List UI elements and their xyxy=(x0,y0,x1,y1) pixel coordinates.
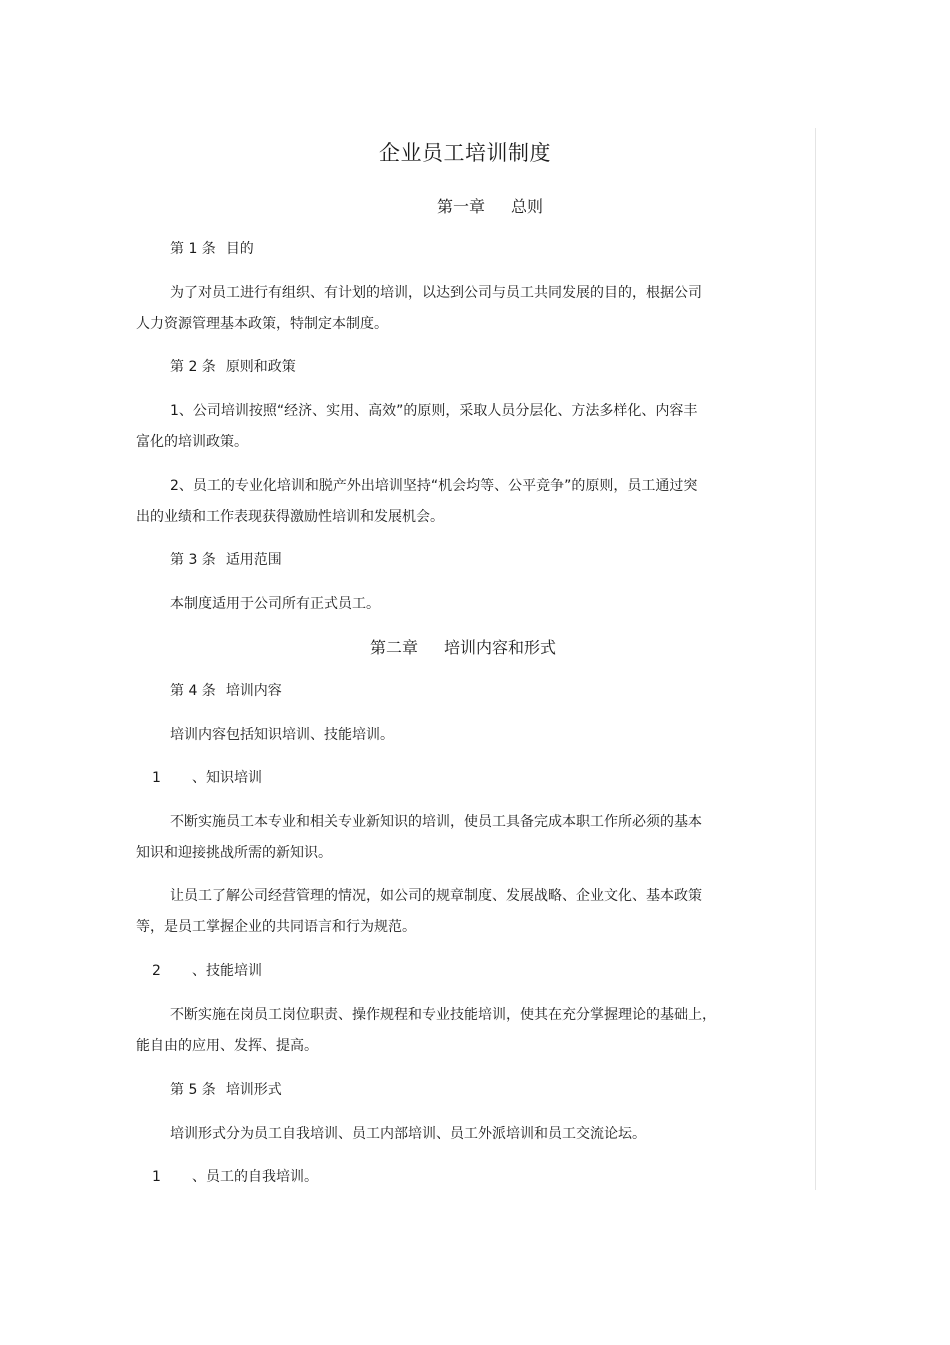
article-5-label: 第 5 条 xyxy=(170,1082,216,1098)
chapter-2-heading xyxy=(370,638,556,658)
article-2-label: 第 2 条 xyxy=(170,359,216,375)
article-1-heading xyxy=(170,240,254,258)
article-2-name: 原则和政策 xyxy=(225,359,296,375)
paragraph-4: 本制度适用于公司所有正式员工。 xyxy=(170,596,380,612)
paragraph-7-line-1: 让员工了解公司经营管理的情况，如公司的规章制度、发展战略、企业文化、基本政策 xyxy=(170,888,702,904)
list-item-3-text: 、员工的自我培训。 xyxy=(192,1169,318,1185)
list-item-2-text: 、技能培训 xyxy=(192,963,262,979)
list-item-3-number: 1 xyxy=(152,1169,161,1185)
article-3-heading xyxy=(170,551,282,569)
page-edge-line xyxy=(815,128,816,1190)
list-item-1-number: 1 xyxy=(152,770,161,786)
article-3-label: 第 3 条 xyxy=(170,552,216,568)
article-5-name: 培训形式 xyxy=(225,1082,282,1098)
paragraph-5: 培训内容包括知识培训、技能培训。 xyxy=(170,727,394,743)
list-item-2 xyxy=(152,962,262,980)
article-3-name: 适用范围 xyxy=(225,552,282,568)
paragraph-3-line-2: 出的业绩和工作表现获得激励性培训和发展机会。 xyxy=(136,509,444,525)
paragraph-8-line-1: 不断实施在岗员工岗位职责、操作规程和专业技能培训，使其在充分掌握理论的基础上， xyxy=(170,1007,716,1023)
document-title: 企业员工培训制度 xyxy=(379,141,551,165)
chapter-1-heading xyxy=(437,197,543,217)
chapter-1-label: 第一章 xyxy=(437,197,486,216)
article-1-label: 第 1 条 xyxy=(170,241,216,257)
paragraph-2-line-2: 富化的培训政策。 xyxy=(136,434,248,450)
list-item-2-number: 2 xyxy=(152,963,161,979)
paragraph-2-line-1: 1、公司培训按照“经济、实用、高效”的原则，采取人员分层化、方法多样化、内容丰 xyxy=(170,403,698,419)
article-4-label: 第 4 条 xyxy=(170,683,216,699)
article-1-name: 目的 xyxy=(225,241,254,257)
article-2-heading xyxy=(170,358,296,376)
paragraph-1-line-2: 人力资源管理基本政策，特制定本制度。 xyxy=(136,316,388,332)
paragraph-1-line-1: 为了对员工进行有组织、有计划的培训，以达到公司与员工共同发展的目的，根据公司 xyxy=(170,285,702,301)
chapter-2-name: 培训内容和形式 xyxy=(444,638,557,657)
article-5-heading xyxy=(170,1081,282,1099)
paragraph-6-line-2: 知识和迎接挑战所需的新知识。 xyxy=(136,845,332,861)
list-item-3 xyxy=(152,1168,318,1186)
paragraph-7-line-2: 等，是员工掌握企业的共同语言和行为规范。 xyxy=(136,919,416,935)
list-item-1-text: 、知识培训 xyxy=(192,770,262,786)
list-item-1 xyxy=(152,769,262,787)
paragraph-3-line-1: 2、员工的专业化培训和脱产外出培训坚持“机会均等、公平竞争”的原则，员工通过突 xyxy=(170,478,698,494)
article-4-heading xyxy=(170,682,282,700)
article-4-name: 培训内容 xyxy=(225,683,282,699)
chapter-2-label: 第二章 xyxy=(370,638,419,657)
paragraph-6-line-1: 不断实施员工本专业和相关专业新知识的培训，使员工具备完成本职工作所必须的基本 xyxy=(170,814,702,830)
chapter-1-name: 总则 xyxy=(511,197,544,216)
paragraph-8-line-2: 能自由的应用、发挥、提高。 xyxy=(136,1038,318,1054)
paragraph-9: 培训形式分为员工自我培训、员工内部培训、员工外派培训和员工交流论坛。 xyxy=(170,1126,646,1142)
